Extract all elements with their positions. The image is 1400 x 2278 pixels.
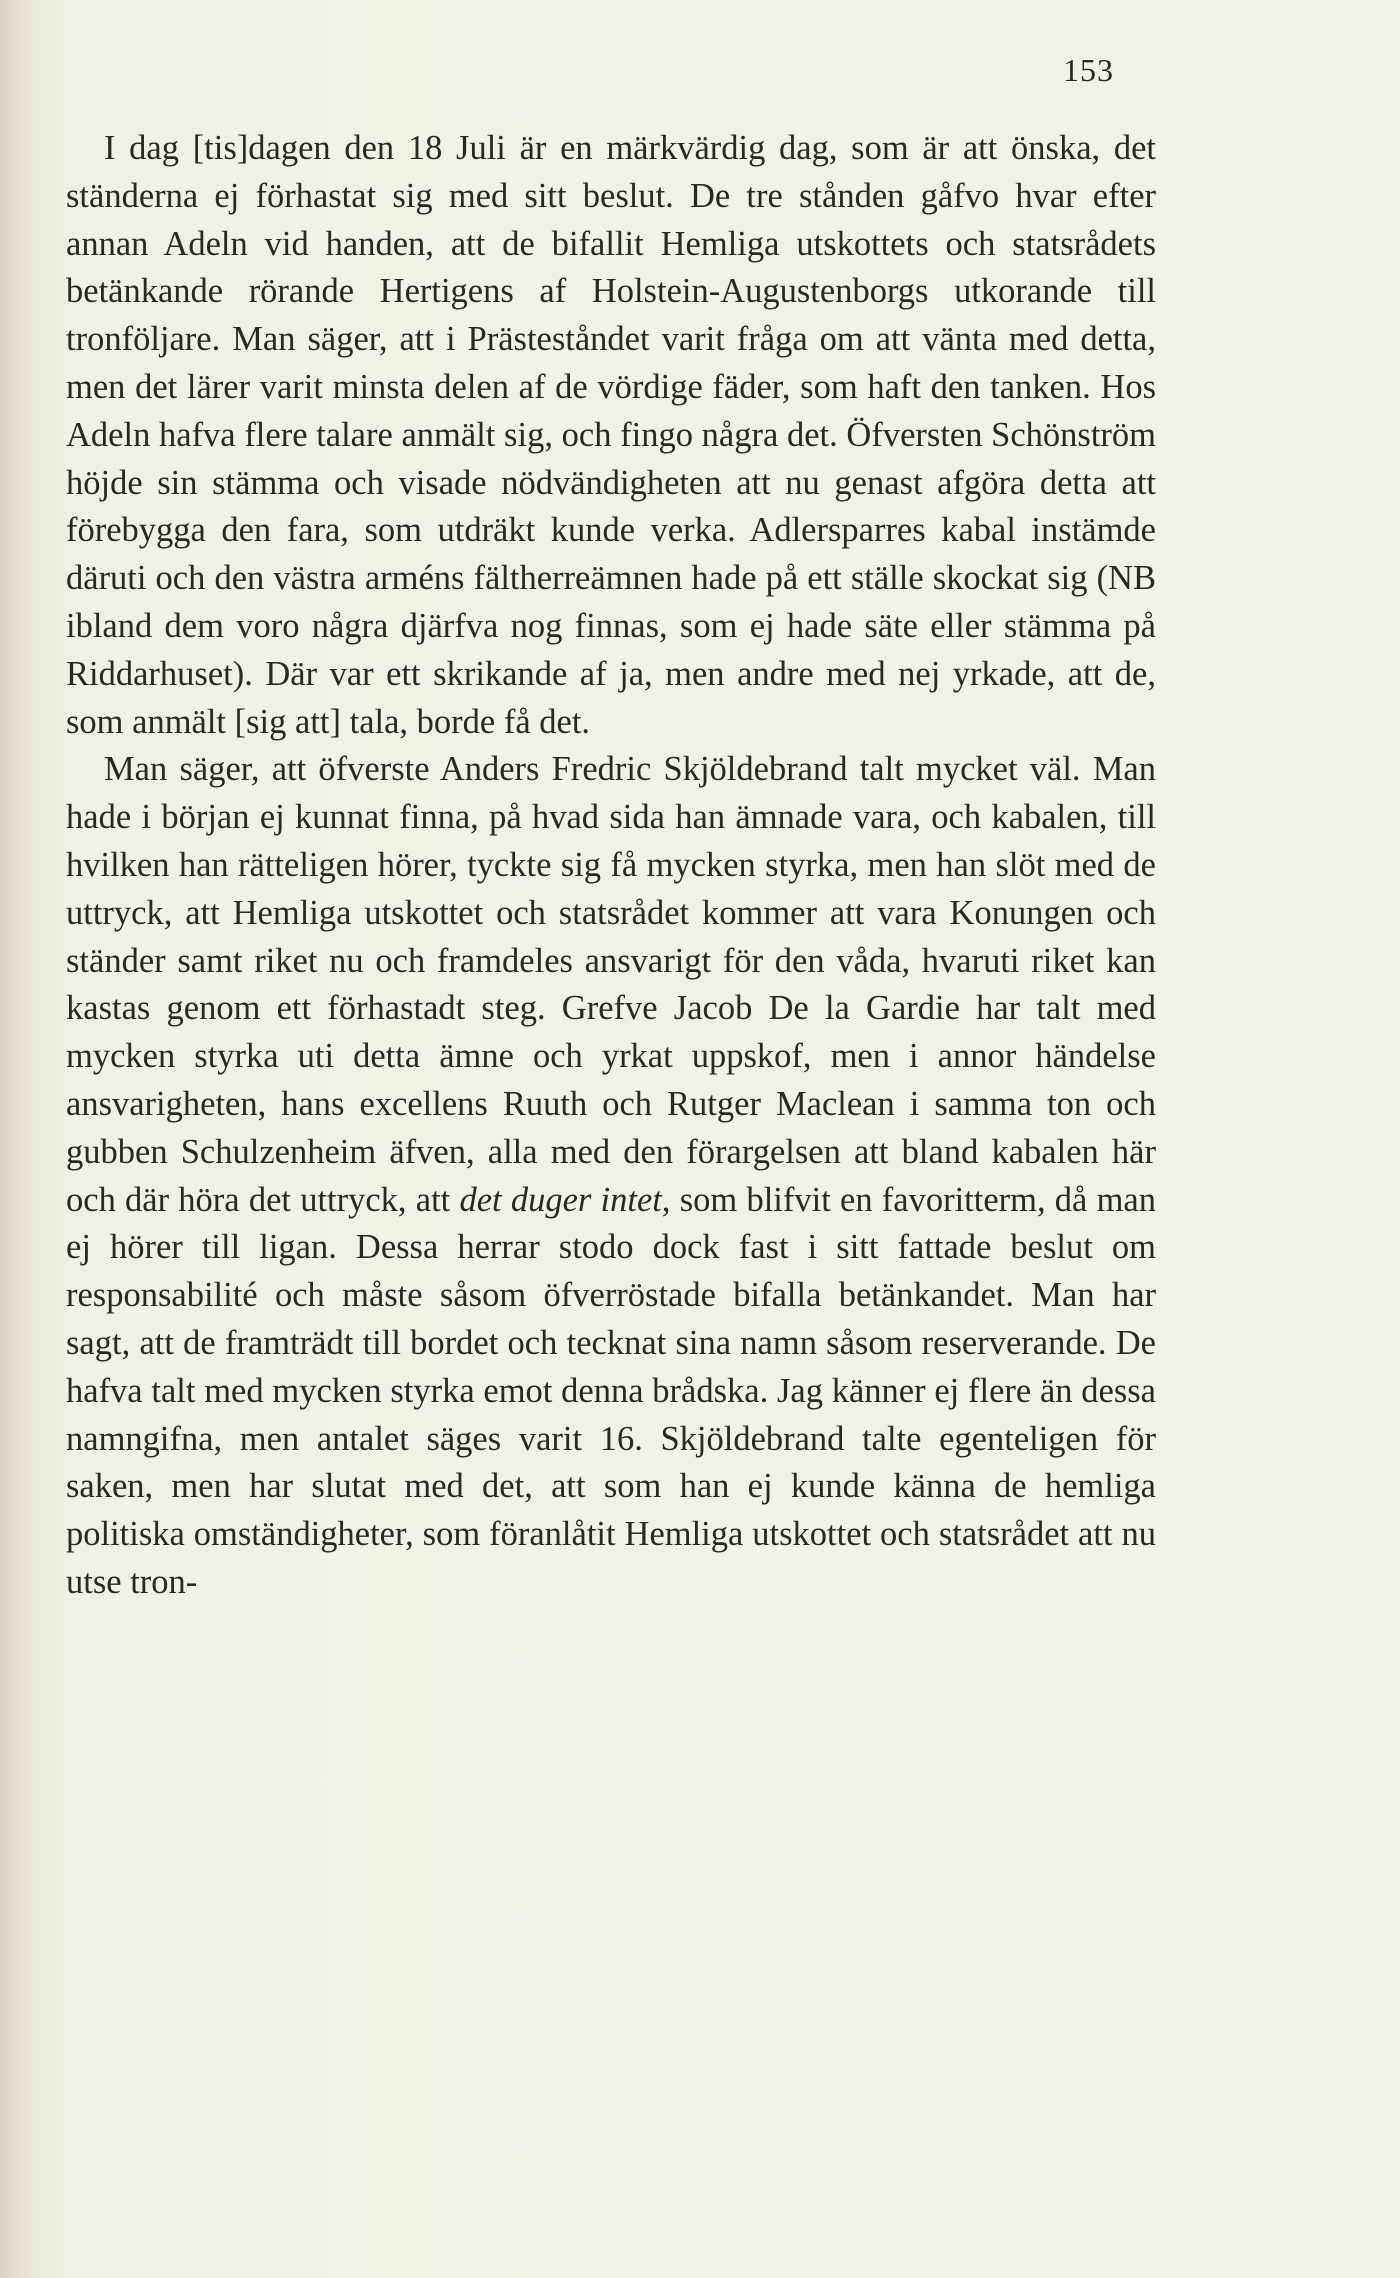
paragraph-2 [66,746,1156,1606]
body-text [66,125,1156,1607]
paragraph-2-italic-phrase: det duger intet [459,1180,662,1219]
paragraph-2-text-a: Man säger, att öfverste Anders Fredric Skjöldebrand talt mycket väl. Man hade i början ej kunnat finna, på hvad sida han ämnade vara, och kabalen, till hvilken han rätteligen hörer, tyckte sig få mycken styrka, men han slöt med de uttryck, att Hemliga utskottet och statsrådet kommer att vara Konungen och ständer samt riket nu och framdeles ansvarigt för den våda, hvaruti riket kan kastas genom ett förhastadt steg. Grefve Jacob De la Gardie har talt med mycken styrka uti detta ämne och yrkat uppskof, men i annor händelse ansvarigheten, hans excellens Ruuth och Rutger Maclean i samma ton och gubben Schulzenheim äfven, alla med den förargelsen att bland kabalen här och där höra det uttryck, att [66,750,1156,1219]
paragraph-1: I dag [tis]dagen den 18 Juli är en märkvärdig dag, som är att önska, det ständerna ej förhastat sig med sitt beslut. De tre stånden gåfvo hvar efter annan Adeln vid handen, att de bifallit Hemliga utskottets och statsrådets betänkande rörande Hertigens af Holstein-Augustenborgs utkorande till tronföljare. Man säger, att i Prästeståndet varit fråga om att vänta med detta, men det lärer varit minsta delen af de vördige fäder, som haft den tanken. Hos Adeln hafva flere talare anmält sig, och fingo några det. Öfversten Schönström höjde sin stämma och visade nödvändigheten att nu genast afgöra detta att förebygga den fara, som utdräkt kunde verka. Adlersparres kabal instämde däruti och den västra arméns fältherreämnen hade på ett ställe skockat sig (NB ibland dem voro några djärfva nog finnas, som ej hade säte eller stämma på Riddarhuset). Där var ett skrikande af ja, men andre med nej yrkade, att de, som anmält [sig att] tala, borde få det. [66,129,1156,741]
page-number: 153 [1063,52,1114,88]
paragraph-2-text-b: , som blifvit en favoritterm, då man ej hörer till ligan. Dessa herrar stodo dock fast i sitt fattade beslut om responsabilité och måste såsom öfverröstade bifalla betänkandet. Man har sagt, att de framträdt till bordet och tecknat sina namn såsom reserverande. De hafva talt med mycken styrka emot denna brådska. Jag känner ej flere än dessa namngifna, men antalet säges varit 16. Skjöldebrand talte egenteligen för saken, men har slutat med det, att som han ej kunde känna de hemliga politiska omständigheter, som föranlåtit Hemliga utskottet och statsrådet att nu utse tron- [66,1180,1156,1601]
